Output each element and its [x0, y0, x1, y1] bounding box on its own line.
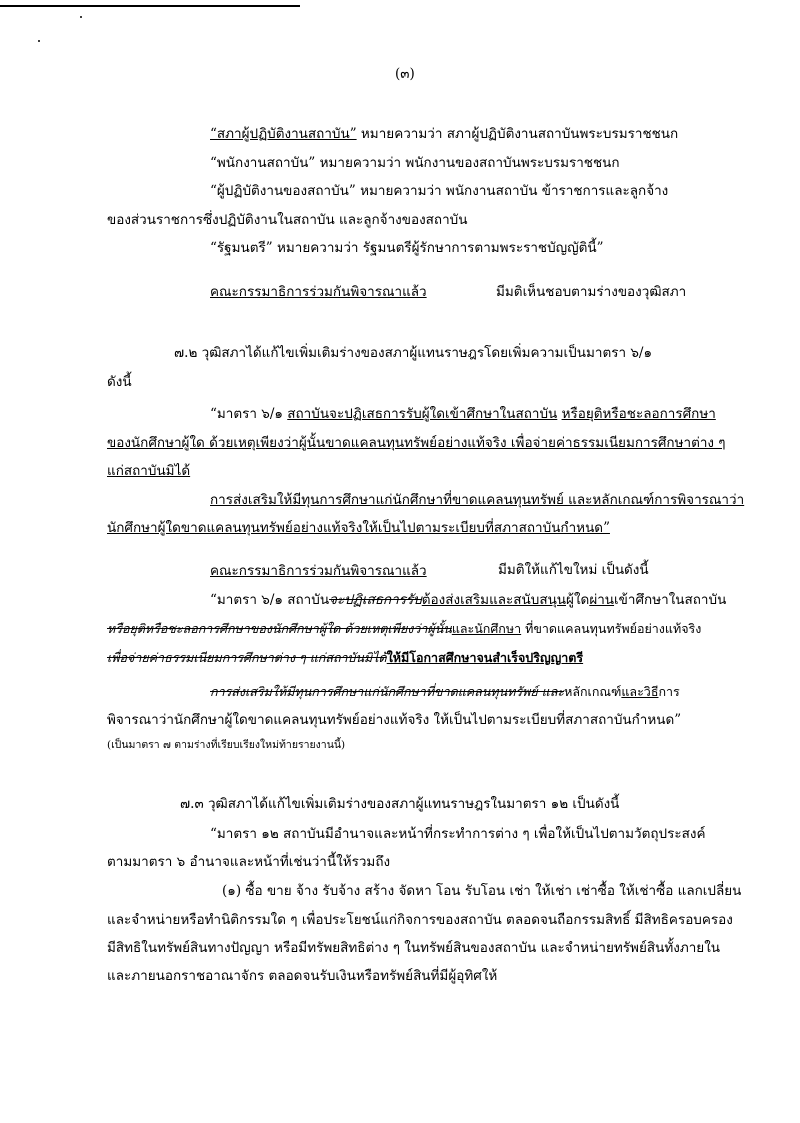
text-segment: หลักเกณฑ์: [564, 684, 622, 699]
revised-line-3: [107, 650, 583, 665]
underlined-segment: และวิธี: [621, 684, 659, 699]
struck-segment: เพื่อจ่ายค่าธรรมเนียมการศึกษาต่าง ๆ แก่สถาบันมิได้: [107, 650, 387, 665]
underlined-segment: ผ่าน: [589, 592, 615, 608]
revised-line-5: พิจารณาว่านักศึกษาผู้ใดขาดแคลนทุนทรัพย์อย่างแท้จริง ให้เป็นไปตามระเบียบที่สภาสถาบันกำหนด”: [107, 712, 682, 728]
section-6-1-line-1: [210, 406, 716, 422]
item-7-2-heading-cont: ดังนี้: [107, 374, 132, 390]
top-scan-line: [0, 5, 300, 7]
definition-workers-line-1: “ผู้ปฏิบัติงานของสถาบัน” หมายความว่า พนักงานสถาบัน ข้าราชการและลูกจ้าง: [210, 183, 669, 199]
text-segment: การ: [658, 684, 680, 699]
committee-label-1: คณะกรรมาธิการร่วมกันพิจารณาแล้ว: [210, 284, 427, 300]
section-12-1-line-2: และจำหน่ายหรือทำนิติกรรมใด ๆ เพื่อประโยชน์แก่กิจการของสถาบัน ตลอดจนถือกรรมสิทธิ์ มีสิทธิครอบครอง: [107, 912, 733, 928]
renumbering-note: (เป็นมาตรา ๗ ตามร่างที่เรียบเรียงใหม่ท้ายรายงานนี้): [107, 739, 346, 751]
definition-staff: “พนักงานสถาบัน” หมายความว่า พนักงานของสถาบันพระบรมราชชนก: [210, 155, 620, 171]
section-12-line-2: ตามมาตรา ๖ อำนาจและหน้าที่เช่นว่านี้ให้รวมถึง: [107, 854, 391, 870]
struck-segment: หรือยุติหรือชะลอการศึกษาของนักศึกษาผู้ใด ด้วยเหตุเพียงว่าผู้นั้น: [107, 621, 452, 636]
definition-term: “สภาผู้ปฏิบัติงานสถาบัน”: [210, 126, 357, 142]
text-segment: เข้าศึกษาในสถาบัน: [614, 592, 727, 608]
text-segment: ที่ขาดแคลนทุนทรัพย์อย่างแท้จริง: [521, 621, 702, 636]
struck-segment: การส่งเสริมให้มีทุนการศึกษาแก่นักศึกษาที่ขาดแคลนทุนทรัพย์ และ: [210, 684, 565, 699]
page-number: (๓): [395, 66, 415, 82]
section-12-line-1: “มาตรา ๑๒ สถาบันมีอำนาจและหน้าที่กระทำการต่าง ๆ เพื่อให้เป็นไปตามวัตถุประสงค์: [210, 826, 706, 842]
definition-minister: “รัฐมนตรี” หมายความว่า รัฐมนตรีผู้รักษาการตามพระราชบัญญัตินี้”: [210, 240, 604, 256]
item-7-2-heading: ๗.๒ วุฒิสภาได้แก้ไขเพิ่มเติมร่างของสภาผู้แทนราษฎรโดยเพิ่มความเป็นมาตรา ๖/๑: [174, 345, 653, 361]
section-6-1-line-2: ของนักศึกษาผู้ใด ด้วยเหตุเพียงว่าผู้นั้นขาดแคลนทุนทรัพย์อย่างแท้จริง เพื่อจ่ายค่าธรรมเนียมการศึกษาต่าง ๆ: [107, 435, 726, 451]
scan-speck: [38, 40, 40, 42]
committee-opinion-1: มีมติเห็นชอบตามร่างของวุฒิสภา: [496, 284, 687, 300]
section-12-1-line-4: และภายนอกราชอาณาจักร ตลอดจนรับเงินหรือทรัพย์สินที่มีผู้อุทิศให้: [107, 968, 498, 984]
underlined-segment: สถาบันจะปฏิเสธการรับผู้ใดเข้าศึกษาในสถาบัน: [287, 406, 558, 422]
section-6-1-line-3: แก่สถาบันมิได้: [107, 463, 191, 479]
section-12-1-line-1: (๑) ซื้อ ขาย จ้าง รับจ้าง สร้าง จัดหา โอน รับโอน เช่า ให้เช่า เช่าซื้อ ให้เช่าซื้อ แลกเปลี่ยน: [222, 883, 742, 899]
underlined-segment: หรือยุติหรือชะลอการศึกษา: [561, 406, 716, 422]
definition-council: [210, 126, 678, 142]
struck-segment: จะปฏิเสธการรับ: [329, 592, 422, 608]
definition-text: หมายความว่า สภาผู้ปฏิบัติงานสถาบันพระบรมราชชนก: [356, 126, 679, 142]
underlined-segment: และนักศึกษา: [451, 621, 522, 636]
underlined-segment: ให้มีโอกาสศึกษาจนสำเร็จปริญญาตรี: [386, 650, 584, 665]
item-7-3-heading: ๗.๓ วุฒิสภาได้แก้ไขเพิ่มเติมร่างของสภาผู้แทนราษฎรในมาตรา ๑๒ เป็นดังนี้: [180, 796, 620, 812]
scan-speck: [80, 16, 82, 18]
committee-opinion-2: มีมติให้แก้ไขใหม่ เป็นดังนี้: [498, 562, 649, 578]
underlined-segment: ต้องส่งเสริมและสนับสนุน: [421, 592, 567, 608]
definition-workers-line-2: ของส่วนราชการซึ่งปฏิบัติงานในสถาบัน และลูกจ้างของสถาบัน: [107, 212, 468, 228]
revised-line-2: [107, 621, 701, 636]
revised-line-4: [210, 684, 680, 699]
revised-line-1: [210, 592, 726, 608]
section-6-1-para-2-line-2: นักศึกษาผู้ใดขาดแคลนทุนทรัพย์อย่างแท้จริงให้เป็นไปตามระเบียบที่สภาสถาบันกำหนด”: [107, 520, 610, 536]
text-segment: “มาตรา ๖/๑: [210, 406, 288, 422]
section-6-1-para-2-line-1: การส่งเสริมให้มีทุนการศึกษาแก่นักศึกษาที่ขาดแคลนทุนทรัพย์ และหลักเกณฑ์การพิจารณาว่า: [210, 492, 745, 508]
committee-label-2: คณะกรรมาธิการร่วมกันพิจารณาแล้ว: [210, 563, 427, 579]
section-12-1-line-3: มีสิทธิในทรัพย์สินทางปัญญา หรือมีทรัพยสิทธิต่าง ๆ ในทรัพย์สินของสถาบัน และจำหน่ายทรัพย์สินทั้งภายใน: [107, 940, 721, 956]
text-segment: ผู้ใด: [566, 592, 590, 608]
text-segment: “มาตรา ๖/๑ สถาบัน: [210, 592, 330, 608]
